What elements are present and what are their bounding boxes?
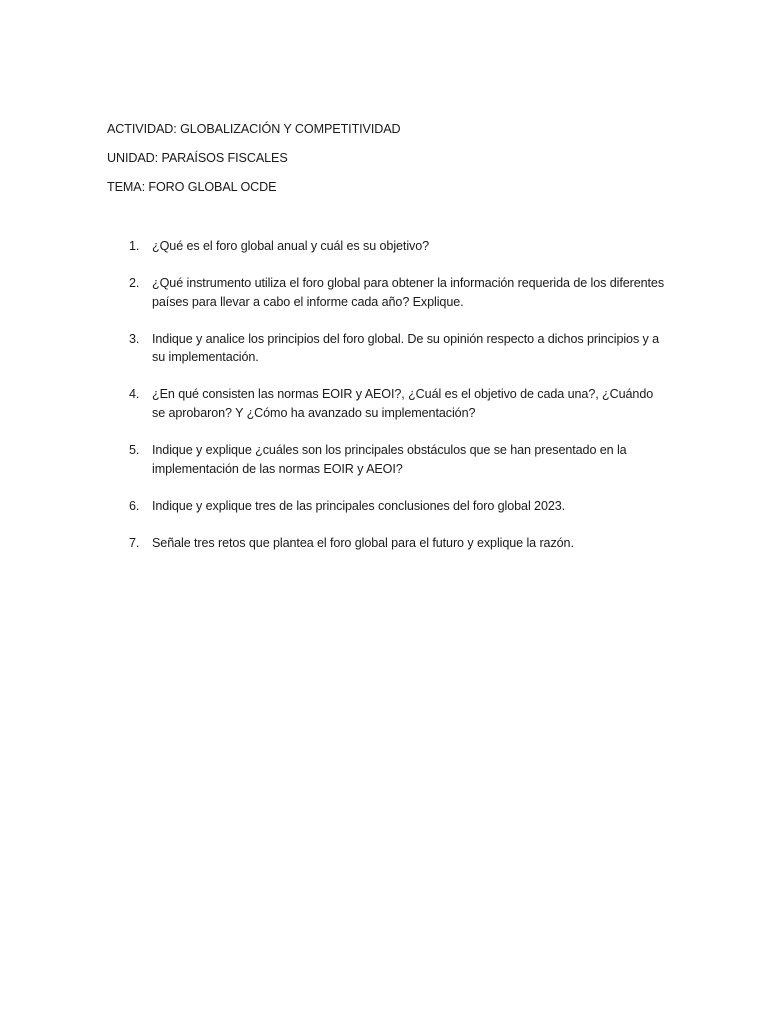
header-tema: TEMA: FORO GLOBAL OCDE: [107, 180, 277, 194]
question-text: Indique y explique ¿cuáles son los principales obstáculos que se han presentado en la implementación de las normas EOIR y AEOI?: [152, 443, 627, 476]
question-text: Indique y explique tres de las principales conclusiones del foro global 2023.: [152, 498, 566, 513]
question-item-3: [107, 330, 667, 367]
questions-list: [107, 237, 667, 571]
question-item-4: [107, 385, 667, 422]
question-number: 1.: [129, 239, 140, 253]
question-text: ¿Qué instrumento utiliza el foro global para obtener la información requerida de los diferentes países para llevar a cabo el informe cada año? Explique.: [152, 276, 665, 309]
question-text: Señale tres retos que plantea el foro global para el futuro y explique la razón.: [152, 535, 574, 550]
header-actividad: ACTIVIDAD: GLOBALIZACIÓN Y COMPETITIVIDAD: [107, 122, 401, 136]
question-number: 5.: [129, 443, 140, 458]
question-number: 2.: [129, 276, 140, 291]
question-text: ¿En qué consisten las normas EOIR y AEOI?, ¿Cuál es el objetivo de cada una?, ¿Cuándo se aprobaron? Y ¿Cómo ha avanzado su implementación?: [152, 387, 654, 421]
question-text: Indique y analice los principios del foro global. De su opinión respecto a dichos principios y a su implementación.: [152, 331, 660, 365]
question-number: 6.: [129, 498, 140, 513]
question-item-2: [107, 274, 667, 311]
question-text: ¿Qué es el foro global anual y cuál es su objetivo?: [152, 239, 430, 253]
question-item-6: [107, 497, 667, 516]
question-item-7: [107, 534, 667, 553]
header-unidad: UNIDAD: PARAÍSOS FISCALES: [107, 151, 288, 165]
question-number: 7.: [129, 535, 140, 550]
question-item-1: [107, 237, 667, 256]
question-number: 3.: [129, 331, 140, 346]
question-number: 4.: [129, 387, 140, 402]
question-item-5: [107, 441, 667, 478]
